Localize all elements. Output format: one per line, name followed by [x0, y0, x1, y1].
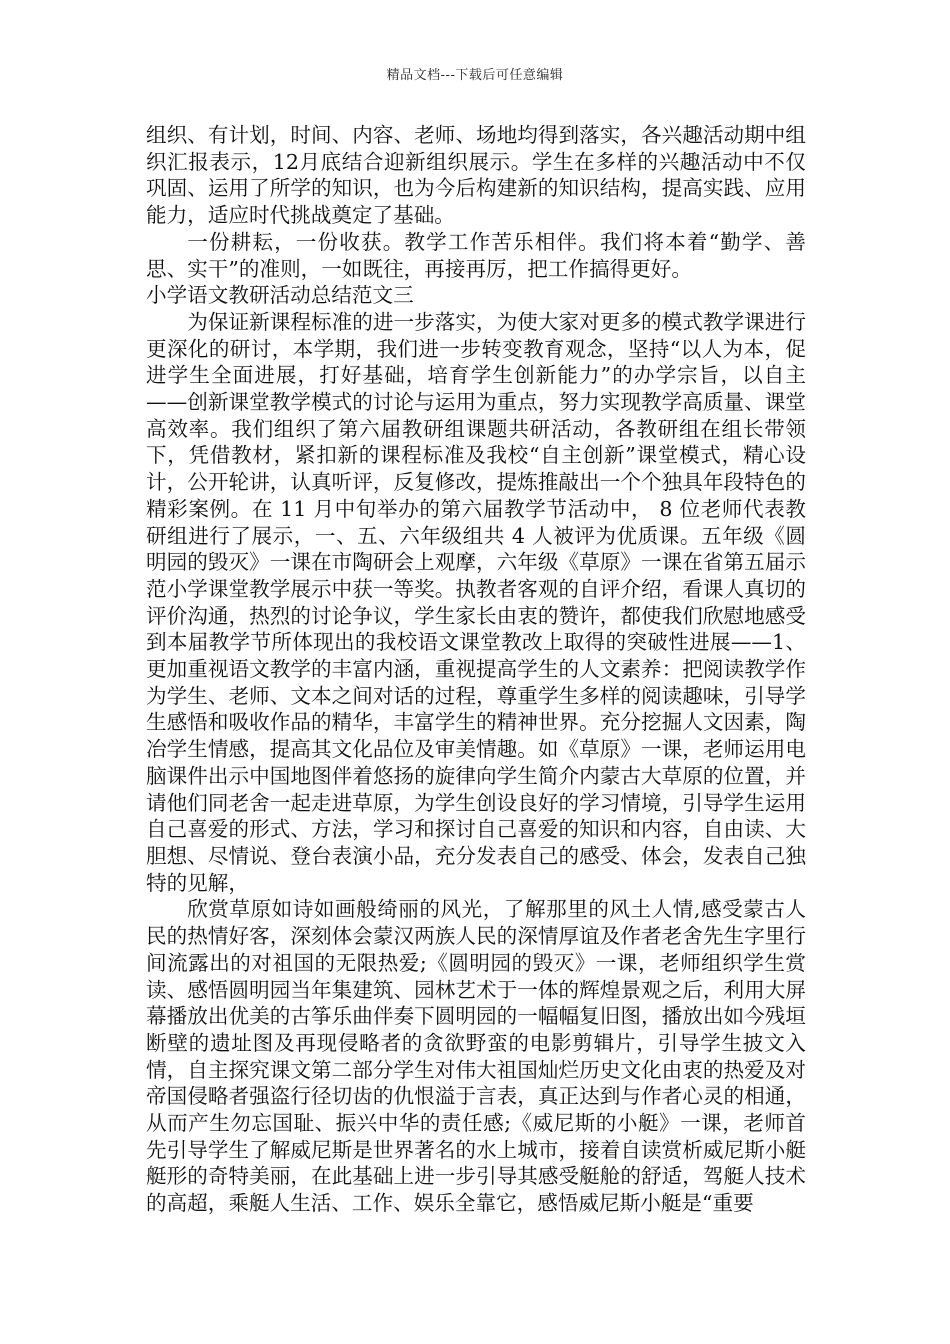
paragraph-3: 为保证新课程标准的进一步落实，为使大家对更多的模式教学课进行更深化的研讨，本学期，我们进一步转变教育观念，坚持“以人为本，促进学生全面进展，打好基础，培育学生创新能力”的办学宗旨，以自主——创新课堂教学模式的讨论与运用为重点，努力实现教学高质量、课堂高效率。我们组织了第六届教研组课题共研活动，各教研组在组长带领下，凭借教材，紧扣新的课程标准及我校“自主创新”课堂模式，精心设计，公开轮讲，认真听评，反复修改，提炼推敲出一个个独具年段特色的精彩案例。在 11 月中旬举办的第六届教学节活动中， 8 位老师代表教研组进行了展示，一、五、六年级组共 4 人被评为优质课。五年级《圆明园的毁灭》一课在市陶研会上观摩，六年级《草原》一课在省第五届示范小学课堂教学展示中获一等奖。执教者客观的自评介绍，看课人真切的评价沟通，热烈的讨论争议，学生家长由衷的赞许，都使我们欣慰地感受到本届教学节所体现出的我校语文课堂教改上取得的突破性进展——1、更加重视语文教学的丰富内涵，重视提高学生的人文素养：把阅读教学作为学生、老师、文本之间对话的过程，尊重学生多样的阅读趣味，引导学生感悟和吸收作品的精华，丰富学生的精神世界。充分挖掘人文因素，陶冶学生情感，提高其文化品位及审美情趣。如《草原》一课，老师运用电脑课件出示中国地图伴着悠扬的旋律向学生简介内蒙古大草原的位置，并请他们同老舍一起走进草原，为学生创设良好的学习情境，引导学生运用自己喜爱的形式、方法，学习和探讨自己喜爱的知识和内容，自由读、大胆想、尽情说、登台表演小品，充分发表自己的感受、体会，发表自己独特的见解， — [146, 309, 806, 895]
paragraph-4: 欣赏草原如诗如画般绮丽的风光，了解那里的风土人情,感受蒙古人民的热情好客，深刻体会蒙汉两族人民的深情厚谊及作者老舍先生字里行间流露出的对祖国的无限热爱;《圆明园的毁灭》一课，老师组织学生赏读、感悟圆明园当年集建筑、园林艺术于一体的辉煌景观之后，利用大屏幕播放出优美的古筝乐曲伴奏下圆明园的一幅幅复旧图，播放出如今残垣断壁的遗址图及再现侵略者的贪欲野蛮的电影剪辑片，引导学生披文入情，自主探究课文第二部分学生对伟大祖国灿烂历史文化由衷的热爱及对帝国侵略者强盗行径切齿的仇恨溢于言表，真正达到与作者心灵的相通，从而产生勿忘国耻、振兴中华的责任感;《威尼斯的小艇》一课，老师首先引导学生了解威尼斯是世界著名的水上城市，接着自读赏析威尼斯小艇艇形的奇特美丽，在此基础上进一步引导其感受艇舱的舒适，驾艇人技术的高超，乘艇人生活、工作、娱乐全靠它，感悟威尼斯小艇是“重要 — [146, 897, 806, 1216]
paragraph-1: 组织、有计划，时间、内容、老师、场地均得到落实，各兴趣活动期中组织汇报表示，12月底结合迎新组织展示。学生在多样的兴趣活动中不仅巩固、运用了所学的知识，也为今后构建新的知识结构，提高实践、应用能力，适应时代挑战奠定了基础。 — [146, 123, 806, 228]
page-header: 精品文档---下载后可任意编辑 — [386, 68, 564, 83]
section-heading: 小学语文教研活动总结范文三 — [146, 283, 414, 308]
document-body — [146, 122, 806, 1217]
paragraph-2: 一份耕耘，一份收获。教学工作苦乐相伴。我们将本着“勤学、善思、实干”的准则，一如既往，再接再厉，把工作搞得更好。 — [146, 229, 806, 281]
